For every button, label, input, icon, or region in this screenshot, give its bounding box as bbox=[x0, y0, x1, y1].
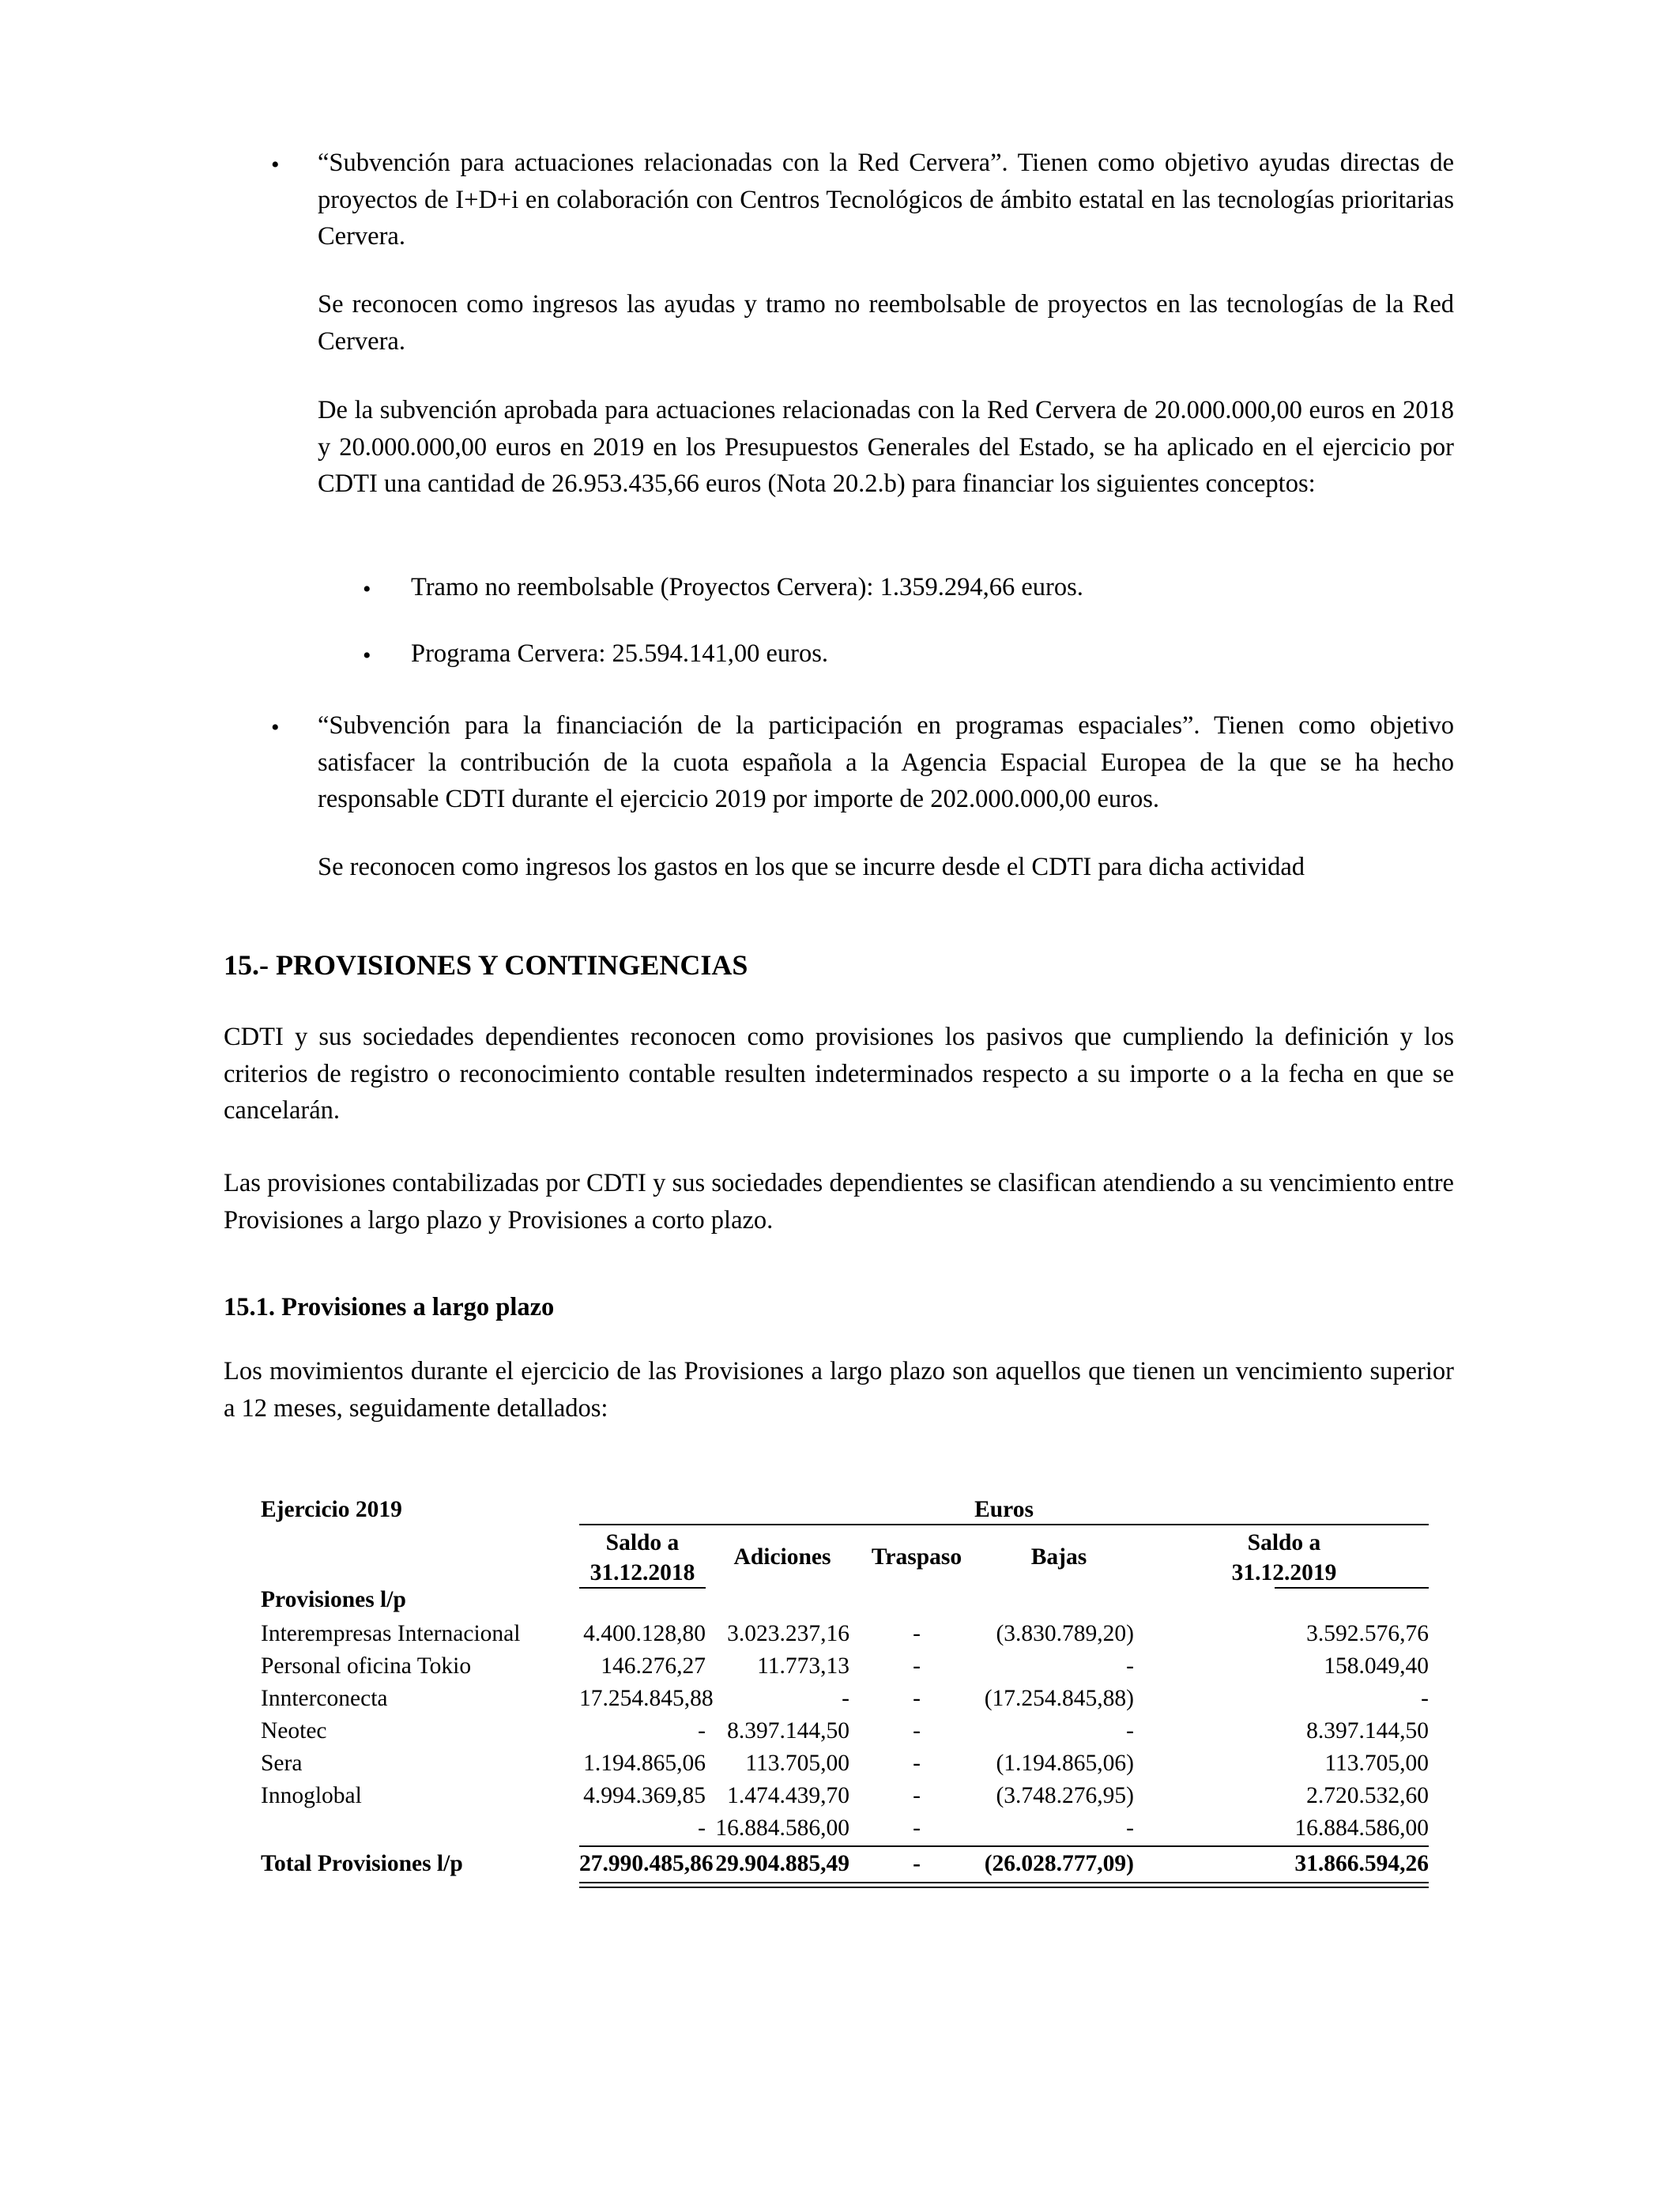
bullet-2-follow-1: Se reconocen como ingresos los gastos en los que se incurre desde el CDTI para dicha actividad bbox=[318, 853, 1305, 881]
table-cell: - bbox=[698, 1718, 706, 1744]
table-cell: 2.720.532,60 bbox=[1306, 1783, 1429, 1808]
sub-item-1: Tramo no reembolsable (Proyectos Cervera): 1.359.294,66 euros. bbox=[411, 573, 1083, 601]
table-cell: - bbox=[1126, 1653, 1134, 1679]
table-cell: (17.254.845,88) bbox=[984, 1686, 1134, 1711]
section-title: 15.- PROVISIONES Y CONTINGENCIAS bbox=[224, 949, 748, 981]
table-cell: 3.023.237,16 bbox=[727, 1621, 849, 1646]
bullet-marker: • bbox=[271, 714, 280, 741]
table-cell: (1.194.865,06) bbox=[996, 1751, 1134, 1776]
table-cell: - bbox=[913, 1718, 921, 1744]
table-cell: - bbox=[698, 1815, 706, 1841]
bullet-2-text: “Subvención para la financiación de la participación en programas espaciales”. Tienen como objetivo satisfacer la contribución de la cuota española a la Agencia Espacial Europea de la que se ha hecho responsable CDTI durante el ejercicio 2019 por importe de 202.000.000,00 euros. bbox=[318, 711, 1454, 813]
table-cell: - bbox=[913, 1686, 921, 1711]
column-header: Saldo a bbox=[1247, 1530, 1321, 1555]
table-cell: 4.994.369,85 bbox=[583, 1783, 706, 1808]
row-label: Personal oficina Tokio bbox=[261, 1653, 472, 1679]
table-cell: - bbox=[1126, 1815, 1134, 1841]
table-cell: 8.397.144,50 bbox=[727, 1718, 849, 1744]
row-label: Interempresas Internacional bbox=[261, 1621, 521, 1646]
table-cell: 113.705,00 bbox=[745, 1751, 849, 1776]
table-cell: 16.884.586,00 bbox=[715, 1815, 849, 1841]
table-cell: 1.474.439,70 bbox=[727, 1783, 849, 1808]
total-double-rule bbox=[579, 1882, 1429, 1883]
row-label: Neotec bbox=[261, 1718, 327, 1744]
column-header: 31.12.2018 bbox=[590, 1560, 695, 1585]
row-label: Sera bbox=[261, 1751, 303, 1776]
table-cell: (3.830.789,20) bbox=[996, 1621, 1134, 1646]
table-cell: - bbox=[913, 1751, 921, 1776]
table-cell: - bbox=[913, 1815, 921, 1841]
total-cell: (26.028.777,09) bbox=[984, 1851, 1134, 1876]
table-cell: (3.748.276,95) bbox=[996, 1783, 1134, 1808]
table-group-label: Provisiones l/p bbox=[261, 1587, 406, 1612]
subsection-title: 15.1. Provisiones a largo plazo bbox=[224, 1293, 555, 1321]
table-year-label: Ejercicio 2019 bbox=[261, 1497, 402, 1522]
table-cell: - bbox=[1126, 1718, 1134, 1744]
total-label: Total Provisiones l/p bbox=[261, 1851, 463, 1876]
section-para-1: CDTI y sus sociedades dependientes reconocen como provisiones los pasivos que cumpliendo la definición y los criterios de registro o reconocimiento contable resulten indeterminados respecto a su importe o a la fecha en que se cancelarán. bbox=[224, 1023, 1454, 1125]
table-cell: - bbox=[913, 1783, 921, 1808]
header-rule bbox=[579, 1524, 1429, 1525]
sub-bullet-marker: • bbox=[363, 643, 371, 669]
header-underline bbox=[579, 1587, 706, 1589]
table-cell: 4.400.128,80 bbox=[583, 1621, 706, 1646]
table-cell: - bbox=[1421, 1686, 1429, 1711]
sub-item-2: Programa Cervera: 25.594.141,00 euros. bbox=[411, 639, 828, 668]
table-cell: 158.049,40 bbox=[1324, 1653, 1429, 1679]
table-cell: - bbox=[842, 1686, 849, 1711]
column-header: Traspaso bbox=[871, 1544, 962, 1570]
bullet-1-follow-2: De la subvención aprobada para actuaciones relacionadas con la Red Cervera de 20.000.000,00 euros en 2018 y 20.000.000,00 euros en 2019 en los Presupuestos Generales del Estado, se ha aplicado en el ejercicio por CDTI una cantidad de 26.953.435,66 euros (Nota 20.2.b) para financiar los siguientes conceptos: bbox=[318, 396, 1454, 498]
table-cell: 3.592.576,76 bbox=[1306, 1621, 1429, 1646]
total-cell: - bbox=[913, 1851, 921, 1876]
bullet-1-follow-1: Se reconocen como ingresos las ayudas y tramo no reembolsable de proyectos en las tecnologías de la Red Cervera. bbox=[318, 290, 1454, 356]
table-cell: 113.705,00 bbox=[1324, 1751, 1429, 1776]
table-cell: 1.194.865,06 bbox=[583, 1751, 706, 1776]
section-para-2: Las provisiones contabilizadas por CDTI y sus sociedades dependientes se clasifican atendiendo a su vencimiento entre Provisiones a largo plazo y Provisiones a corto plazo. bbox=[224, 1169, 1454, 1235]
table-group-header: Euros bbox=[974, 1497, 1034, 1522]
header-underline bbox=[1275, 1587, 1429, 1589]
total-cell: 29.904.885,49 bbox=[715, 1851, 849, 1876]
table-cell: - bbox=[913, 1653, 921, 1679]
table-cell: 16.884.586,00 bbox=[1294, 1815, 1429, 1841]
total-cell: 31.866.594,26 bbox=[1294, 1851, 1429, 1876]
column-header: Bajas bbox=[1030, 1544, 1087, 1570]
bullet-marker: • bbox=[271, 152, 280, 178]
table-cell: 17.254.845,88 bbox=[579, 1686, 714, 1711]
table-cell: 11.773,13 bbox=[757, 1653, 849, 1679]
column-header: 31.12.2019 bbox=[1231, 1560, 1337, 1585]
table-cell: 8.397.144,50 bbox=[1306, 1718, 1429, 1744]
total-double-rule bbox=[579, 1887, 1429, 1888]
subsection-para: Los movimientos durante el ejercicio de las Provisiones a largo plazo son aquellos que tienen un vencimiento superior a 12 meses, seguidamente detallados: bbox=[224, 1357, 1454, 1423]
total-cell: 27.990.485,86 bbox=[579, 1851, 714, 1876]
table-cell: 146.276,27 bbox=[601, 1653, 706, 1679]
table-cell: - bbox=[913, 1621, 921, 1646]
bullet-1-text: “Subvención para actuaciones relacionadas con la Red Cervera”. Tienen como objetivo ayudas directas de proyectos de I+D+i en colaboración con Centros Tecnológicos de ámbito estatal en las tecnologías prioritarias Cervera. bbox=[318, 149, 1454, 251]
column-header: Adiciones bbox=[733, 1544, 831, 1570]
row-label: Innterconecta bbox=[261, 1686, 388, 1711]
total-top-rule bbox=[579, 1845, 1429, 1847]
sub-bullet-marker: • bbox=[363, 576, 371, 602]
column-header: Saldo a bbox=[605, 1530, 680, 1555]
row-label: Innoglobal bbox=[261, 1783, 362, 1808]
